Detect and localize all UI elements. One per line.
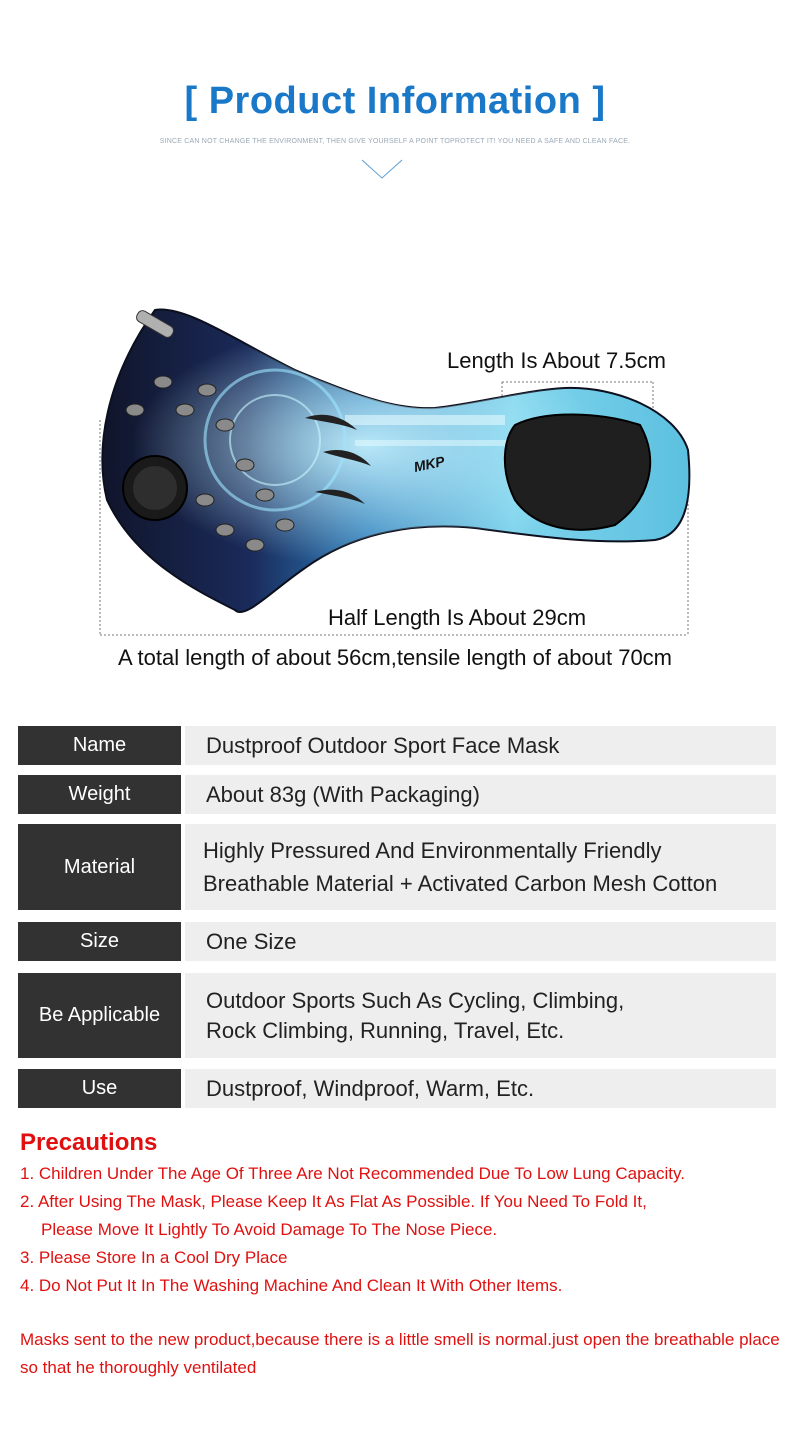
spec-value: Highly Pressured And Environmentally Friendly Breathable Material + Activated Carbon Mesh Cotton (181, 824, 776, 910)
page-subtitle: SINCE CAN NOT CHANGE THE ENVIRONMENT, THEN GIVE YOURSELF A POINT TOPROTECT IT! YOU NEED A SAFE AND CLEAN FACE. (159, 138, 631, 145)
spec-value: About 83g (With Packaging) (181, 775, 776, 814)
chevron-down-icon (360, 154, 404, 184)
list-item: 4. Do Not Put It In The Washing Machine And Clean It With Other Items. (20, 1276, 563, 1295)
total-length-label: A total length of about 56cm,tensile length of about 70cm (117, 645, 673, 670)
smell-note: Masks sent to the new product,because there is a little smell is normal.just open the breathable place so that he thoroughly ventilated (20, 1330, 780, 1377)
spec-value: One Size (181, 922, 776, 961)
spec-key: Be Applicable (18, 973, 181, 1058)
spec-row-name (18, 726, 776, 765)
spec-key: Weight (18, 775, 181, 814)
spec-key: Name (18, 726, 181, 765)
list-item: 2. After Using The Mask, Please Keep It As Flat As Possible. If You Need To Fold It, Please Move It Lightly To Avoid Damage To The Nose Piece. (20, 1192, 647, 1239)
spec-row-applicable (18, 973, 776, 1058)
spec-row-use (18, 1069, 776, 1108)
spec-key: Use (18, 1069, 181, 1108)
page-title: [ Product Information ] (184, 80, 606, 122)
spec-value: Dustproof Outdoor Sport Face Mask (181, 726, 776, 765)
list-item: 1. Children Under The Age Of Three Are Not Recommended Due To Low Lung Capacity. (20, 1164, 685, 1183)
precautions-title: Precautions (20, 1129, 158, 1156)
spec-row-weight (18, 775, 776, 814)
spec-row-size (18, 922, 776, 961)
spec-key: Size (18, 922, 181, 961)
svg-text:MKP: MKP (412, 452, 447, 475)
spec-value: Outdoor Sports Such As Cycling, Climbing, Rock Climbing, Running, Travel, Etc. (181, 973, 776, 1058)
length-label: Length Is About 7.5cm (447, 348, 666, 373)
spec-value: Dustproof, Windproof, Warm, Etc. (181, 1069, 776, 1108)
precautions-list (20, 1160, 790, 1300)
list-item: 3. Please Store In a Cool Dry Place (20, 1248, 288, 1267)
half-length-label: Half Length Is About 29cm (328, 605, 587, 630)
spec-key: Material (18, 824, 181, 910)
spec-row-material (18, 824, 776, 910)
